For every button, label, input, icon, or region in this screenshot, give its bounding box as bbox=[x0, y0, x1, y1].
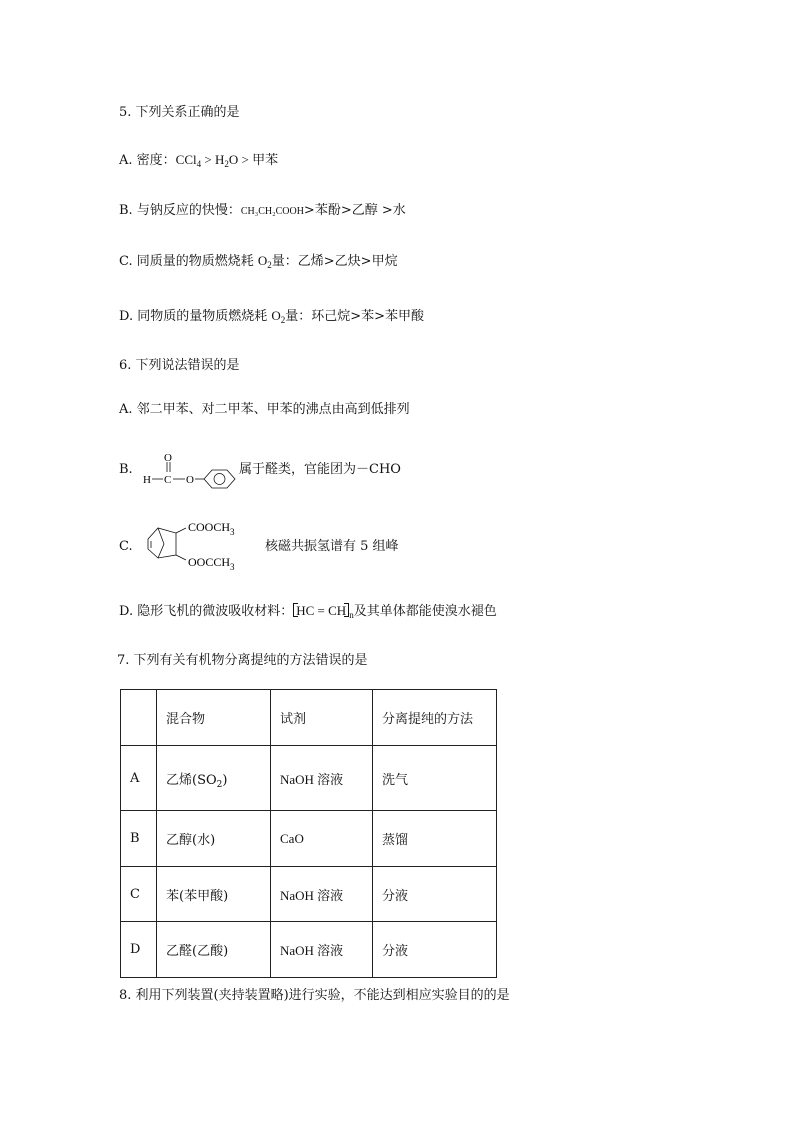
q5-b-formula: CH₃CH₂COOH bbox=[240, 206, 304, 217]
q6-option-d bbox=[119, 602, 497, 621]
row-id: D bbox=[121, 922, 157, 978]
benzene-ring bbox=[204, 470, 235, 488]
q8-stem: 8. 利用下列装置(夹持装置略)进行实验，不能达到相应实验目的的是 bbox=[119, 988, 510, 1003]
row-id: A bbox=[121, 746, 157, 811]
separation-table bbox=[120, 689, 497, 978]
atom-o-carbonyl: O bbox=[164, 452, 172, 464]
row-mixture: 乙烯$(SO_2)$ bbox=[157, 746, 271, 811]
row-reagent: NaOH 溶液 bbox=[271, 746, 373, 811]
q6-d-label: D. 隐形飞机的微波吸收材料： bbox=[119, 604, 294, 619]
q5-b-rest: >苯酚>乙醇 >水 bbox=[303, 203, 406, 218]
q6-d-rest: 及其单体都能使溴水褪色 bbox=[353, 604, 497, 619]
q5-option-c bbox=[119, 252, 398, 271]
row-id: C bbox=[121, 867, 157, 922]
q5-c-label: C. 同质量的物质燃烧耗 bbox=[119, 254, 258, 269]
row-mixture: 乙醇(水) bbox=[157, 811, 271, 867]
q5-option-b bbox=[119, 202, 406, 221]
q5-c-rest: 量：乙烯>乙炔>甲烷 bbox=[271, 254, 398, 269]
q5-option-d bbox=[119, 307, 424, 326]
q6-option-b-text: 属于醛类，官能团为－CHO bbox=[239, 462, 401, 477]
q5-d-o2: $O_2$ bbox=[271, 308, 286, 325]
row-method: 蒸馏 bbox=[373, 811, 497, 867]
q5-stem: 5. 下列关系正确的是 bbox=[119, 105, 240, 120]
row-reagent: NaOH 溶液 bbox=[271, 867, 373, 922]
q5-b-label: B. 与钠反应的快慢： bbox=[119, 203, 241, 218]
substituent-cooch3: $COOCH_3$ bbox=[188, 520, 235, 537]
atom-c: C bbox=[164, 474, 172, 486]
q5-option-a bbox=[119, 151, 278, 170]
table-header-row bbox=[121, 690, 497, 746]
norbornene-diester-structure bbox=[138, 514, 253, 574]
row-reagent: CaO bbox=[271, 811, 373, 867]
atom-h: H bbox=[143, 474, 151, 486]
header-cell-reagent: 试剂 bbox=[271, 690, 373, 746]
row-mixture: 乙醛(乙酸) bbox=[157, 922, 271, 978]
row-id: B bbox=[121, 811, 157, 867]
table-row bbox=[121, 811, 497, 867]
q5-a-label: A. 密度： bbox=[119, 153, 176, 168]
q6-c-label: C. bbox=[119, 539, 133, 554]
q5-a-formula: $CCl_4 > H_2O$ > 甲苯 bbox=[175, 152, 279, 169]
table-row bbox=[121, 746, 497, 811]
header-cell-id bbox=[121, 690, 157, 746]
q5-c-o2: $O_2$ bbox=[257, 253, 272, 270]
row-method: 分液 bbox=[373, 922, 497, 978]
q6-stem: 6. 下列说法错误的是 bbox=[119, 358, 240, 373]
q5-d-label: D. 同物质的量物质燃烧耗 bbox=[119, 309, 272, 324]
atom-o-ester: O bbox=[186, 474, 194, 486]
row-reagent: NaOH 溶液 bbox=[271, 922, 373, 978]
row-method: 分液 bbox=[373, 867, 497, 922]
q7-stem: 7. 下列有关有机物分离提纯的方法错误的是 bbox=[117, 653, 368, 668]
table-row bbox=[121, 867, 497, 922]
q6-d-polymer: HC = CH bbox=[293, 602, 349, 620]
q6-d-n: n bbox=[349, 610, 354, 620]
row-method: 洗气 bbox=[373, 746, 497, 811]
table-row bbox=[121, 922, 497, 978]
header-cell-mixture: 混合物 bbox=[157, 690, 271, 746]
q6-option-c-text: 核磁共振氢谱有 5 组峰 bbox=[265, 539, 399, 554]
substituent-oocch3: $OOCCH_3$ bbox=[188, 555, 235, 572]
q5-d-rest: 量：环己烷>苯>苯甲酸 bbox=[285, 309, 425, 324]
row-mixture: 苯(苯甲酸) bbox=[157, 867, 271, 922]
header-cell-method: 分离提纯的方法 bbox=[373, 690, 497, 746]
phenyl-formate-structure bbox=[140, 450, 240, 492]
q6-option-a: A. 邻二甲苯、对二甲苯、甲苯的沸点由高到低排列 bbox=[119, 402, 410, 417]
q6-b-label: B. bbox=[119, 462, 133, 477]
